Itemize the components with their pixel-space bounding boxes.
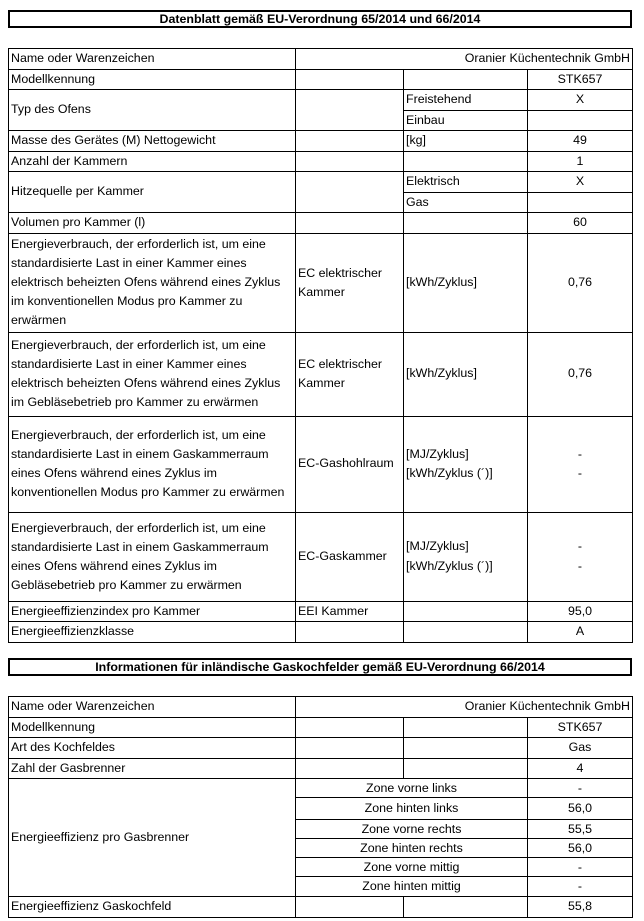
ec-conventional-gas-units: [404, 416, 528, 512]
zone-name: Zone hinten links: [296, 798, 528, 820]
gas-value: [528, 192, 633, 213]
chambers-label: Anzahl der Kammern: [9, 151, 296, 172]
burners-value: 4: [528, 758, 633, 779]
zone-value: 55,5: [528, 820, 633, 839]
heat-source-label: Hitzequelle per Kammer: [9, 172, 296, 213]
hob-type-value: Gas: [528, 738, 633, 759]
hob-model-label: Modellkennung: [9, 717, 296, 738]
builtin-value: [528, 110, 633, 131]
empty-cell: [404, 151, 528, 172]
volume-value: 60: [528, 213, 633, 234]
empty-cell: [296, 717, 404, 738]
empty-cell: [296, 738, 404, 759]
model-value: STK657: [528, 69, 633, 90]
chambers-value: 1: [528, 151, 633, 172]
name-label: Name oder Warenzeichen: [9, 49, 296, 70]
freestanding-label: Freistehend: [404, 90, 528, 111]
empty-cell: [404, 738, 528, 759]
ec-fan-gas-type: EC-Gaskammer: [296, 512, 404, 601]
hob-model-value: STK657: [528, 717, 633, 738]
mass-value: 49: [528, 131, 633, 152]
ec-fan-electric-type: EC elektrischer Kammer: [296, 332, 404, 416]
empty-cell: [404, 69, 528, 90]
empty-cell: [404, 213, 528, 234]
energy-class-value: A: [528, 622, 633, 643]
ec-fan-electric-unit: [kWh/Zyklus]: [404, 332, 528, 416]
freestanding-value: X: [528, 90, 633, 111]
ec-conventional-gas-value-kwh: -: [577, 466, 583, 480]
oven-type-label: Typ des Ofens: [9, 90, 296, 131]
volume-label: Volumen pro Kammer (l): [9, 213, 296, 234]
zone-name: Zone vorne mittig: [296, 858, 528, 877]
ec-fan-gas-unit-kwh: [kWh/Zyklus (´)]: [406, 558, 493, 573]
zone-name: Zone vorne links: [296, 779, 528, 798]
mass-unit: [kg]: [404, 131, 528, 152]
builtin-label: Einbau: [404, 110, 528, 131]
burners-label: Zahl der Gasbrenner: [9, 758, 296, 779]
empty-cell: [296, 213, 404, 234]
hob-name-value: Oranier Küchentechnik GmbH: [296, 697, 633, 718]
hob-efficiency-label: Energieeffizienz Gaskochfeld: [9, 897, 296, 918]
energy-class-label: Energieeffizienzklasse: [9, 622, 296, 643]
ec-fan-electric-value: 0,76: [528, 332, 633, 416]
empty-cell: [296, 622, 404, 643]
zone-name: Zone vorne rechts: [296, 820, 528, 839]
zone-value: 56,0: [528, 839, 633, 858]
eei-label: Energieeffizienzindex pro Kammer: [9, 601, 296, 622]
empty-cell: [296, 90, 404, 131]
empty-cell: [296, 172, 404, 213]
empty-cell: [404, 601, 528, 622]
model-label: Modellkennung: [9, 69, 296, 90]
ec-conventional-gas-value-mj: -: [577, 446, 583, 461]
ec-conventional-gas-unit-mj: [MJ/Zyklus]: [406, 446, 469, 461]
datasheet-title: Datenblatt gemäß EU-Verordnung 65/2014 und 66/2014: [8, 10, 632, 28]
ec-conventional-gas-values: [528, 416, 633, 512]
ec-conventional-electric-type: EC elektrischer Kammer: [296, 233, 404, 332]
hob-efficiency-value: 55,8: [528, 897, 633, 918]
ec-fan-gas-units: [404, 512, 528, 601]
zone-value: -: [528, 877, 633, 897]
zone-value: 56,0: [528, 798, 633, 820]
oven-datasheet-table: [8, 48, 633, 643]
ec-conventional-electric-unit: [kWh/Zyklus]: [404, 233, 528, 332]
ec-fan-gas-value-mj: -: [577, 539, 583, 553]
zone-value: -: [528, 779, 633, 798]
ec-fan-gas-unit-mj: [MJ/Zyklus]: [406, 539, 469, 553]
empty-cell: [404, 897, 528, 918]
empty-cell: [296, 69, 404, 90]
ec-conventional-gas-label: Energieverbrauch, der erforderlich ist, um eine standardisierte Last in einem Gaskammerraum eines Ofens während eines Zyklus im konventionellen Modus pro Kammer zu erwärmen: [9, 416, 296, 512]
burner-efficiency-label: Energieeffizienz pro Gasbrenner: [9, 779, 296, 897]
ec-conventional-electric-value: 0,76: [528, 233, 633, 332]
zone-name: Zone hinten mittig: [296, 877, 528, 897]
electric-label: Elektrisch: [404, 172, 528, 193]
empty-cell: [404, 717, 528, 738]
ec-fan-electric-label: Energieverbrauch, der erforderlich ist, um eine standardisierte Last in einer Kammer eines elektrisch beheizten Ofens während eines Zyklus im Gebläsebetrieb pro Kammer zu erwärmen: [9, 332, 296, 416]
zone-name: Zone hinten rechts: [296, 839, 528, 858]
ec-conventional-electric-label: Energieverbrauch, der erforderlich ist, um eine standardisierte Last in einer Kammer eines elektrisch beheizten Ofens während eines Zyklus im konventionellen Modus pro Kammer zu erwärmen: [9, 233, 296, 332]
empty-cell: [404, 622, 528, 643]
eei-value: 95,0: [528, 601, 633, 622]
ec-fan-gas-label: Energieverbrauch, der erforderlich ist, um eine standardisierte Last in einem Gaskammerraum eines Ofens während eines Zyklus im Gebläsebetrieb pro Kammer zu erwärmen: [9, 512, 296, 601]
ec-fan-gas-values: [528, 512, 633, 601]
gas-label: Gas: [404, 192, 528, 213]
empty-cell: [296, 151, 404, 172]
empty-cell: [296, 131, 404, 152]
ec-conventional-gas-type: EC-Gashohlraum: [296, 416, 404, 512]
empty-cell: [404, 758, 528, 779]
ec-conventional-gas-unit-kwh: [kWh/Zyklus (´)]: [406, 466, 493, 480]
electric-value: X: [528, 172, 633, 193]
ec-fan-gas-value-kwh: -: [577, 558, 583, 573]
empty-cell: [296, 758, 404, 779]
gas-hob-table: [8, 696, 633, 918]
gas-hob-title: Informationen für inländische Gaskochfelder gemäß EU-Verordnung 66/2014: [8, 658, 632, 676]
eei-type: EEI Kammer: [296, 601, 404, 622]
hob-name-label: Name oder Warenzeichen: [9, 697, 296, 718]
mass-label: Masse des Gerätes (M) Nettogewicht: [9, 131, 296, 152]
empty-cell: [296, 897, 404, 918]
zone-value: -: [528, 858, 633, 877]
name-value: Oranier Küchentechnik GmbH: [296, 49, 633, 70]
hob-type-label: Art des Kochfeldes: [9, 738, 296, 759]
